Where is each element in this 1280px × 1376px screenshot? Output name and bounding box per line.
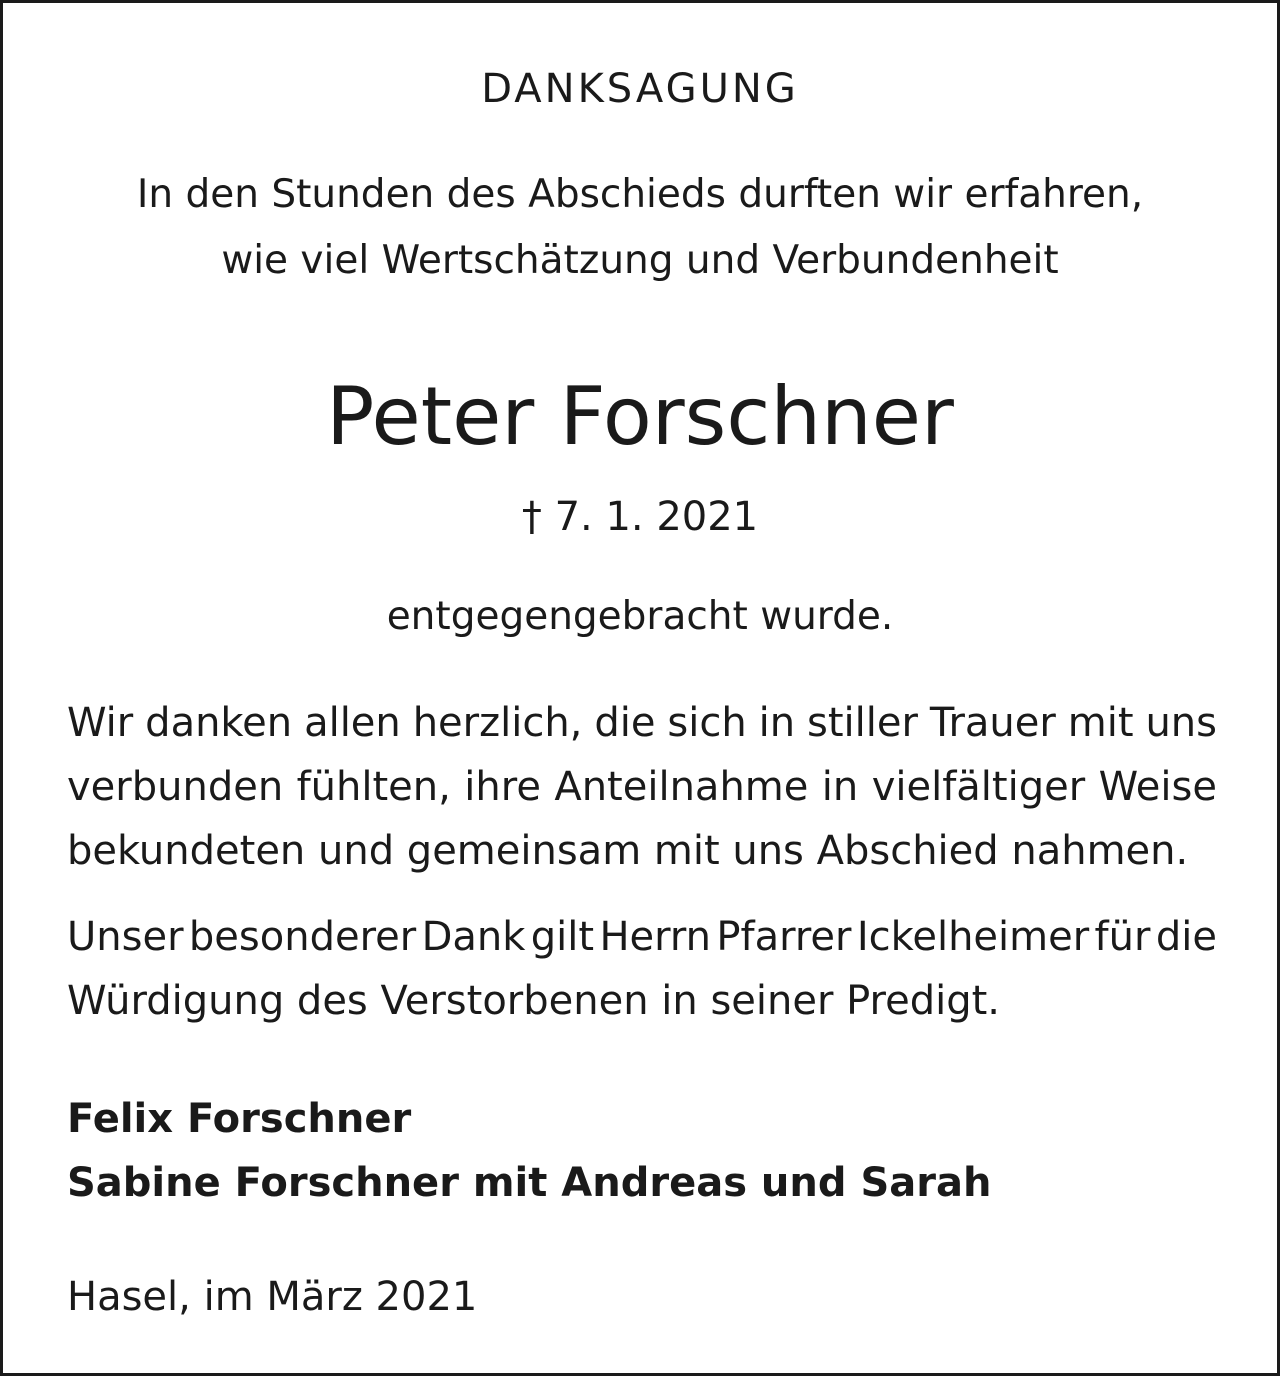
- intro-ending: entgegengebracht wurde.: [386, 594, 894, 639]
- signature-line-1: Felix Forschner: [67, 1096, 412, 1142]
- word: Herrn: [599, 914, 711, 960]
- word: danken: [145, 700, 293, 746]
- word: Weise: [1098, 764, 1217, 810]
- deceased-name: Peter Forschner: [326, 370, 954, 463]
- word: die: [594, 700, 656, 746]
- special-thanks-line-1: [67, 909, 1217, 965]
- word: uns: [1145, 700, 1217, 746]
- word: sich: [667, 700, 747, 746]
- word: gilt: [530, 914, 595, 960]
- word: Ickelheimer: [856, 914, 1090, 960]
- word: Anteilnahme: [554, 764, 809, 810]
- word: stiller: [807, 700, 918, 746]
- word: Wir: [67, 700, 134, 746]
- thanks-line-1: [67, 695, 1217, 751]
- word: Dank: [421, 914, 526, 960]
- word: Pfarrer: [716, 914, 852, 960]
- word: fühlten,: [296, 764, 451, 810]
- word: herzlich,: [412, 700, 583, 746]
- word: besonderer: [188, 914, 417, 960]
- word: mit: [1067, 700, 1134, 746]
- place-and-date: Hasel, im März 2021: [67, 1274, 478, 1320]
- intro-line-2: wie viel Wertschätzung und Verbundenheit: [221, 238, 1059, 283]
- word: die: [1155, 914, 1217, 960]
- word: in: [758, 700, 796, 746]
- word: vielfältiger: [871, 764, 1086, 810]
- word: für: [1094, 914, 1151, 960]
- intro-line-1: In den Stunden des Abschieds durften wir erfahren,: [136, 172, 1144, 217]
- word: Trauer: [929, 700, 1056, 746]
- word: allen: [304, 700, 401, 746]
- notice-heading: DANKSAGUNG: [481, 66, 799, 112]
- thanks-line-2: [67, 759, 1217, 815]
- thanks-line-3: bekundeten und gemeinsam mit uns Abschied nahmen.: [67, 828, 1189, 874]
- word: ihre: [464, 764, 541, 810]
- special-thanks-line-2: Würdigung des Verstorbenen in seiner Predigt.: [67, 978, 1001, 1024]
- word: verbunden: [67, 764, 284, 810]
- word: in: [821, 764, 859, 810]
- signature-line-2: Sabine Forschner mit Andreas und Sarah: [67, 1160, 992, 1206]
- death-date: † 7. 1. 2021: [521, 494, 759, 540]
- word: Unser: [67, 914, 184, 960]
